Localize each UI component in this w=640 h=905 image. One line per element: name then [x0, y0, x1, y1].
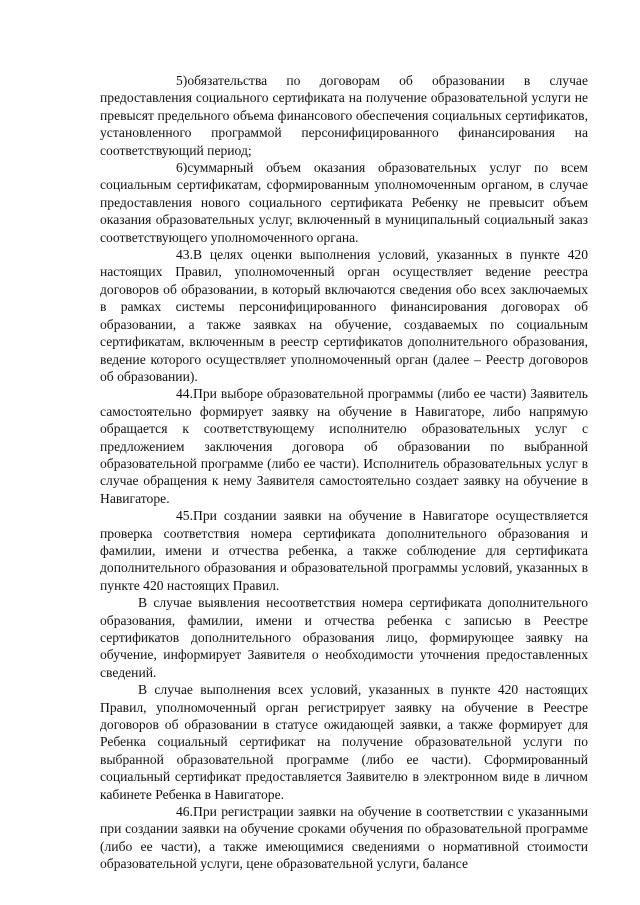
paragraph-text: обязательства по договорам об образовании в случае предоставления социального сертификата на получение образовательной услуги не превысят предельного объема финансового обеспечения социальных сертификатов, установленного программой персонифицированного финансирования на соответствующий период;	[100, 73, 588, 158]
paragraph-text: При создании заявки на обучение в Навигаторе осуществляется проверка соответствия номера сертификата дополнительного образования и фамилии, имени и отчества ребенка, а также соблюдение для сертификата дополнительного образования и образовательной программы условий, указанных в пункте 420 настоящих Правил.	[100, 508, 588, 593]
paragraph-number: 6)	[176, 160, 188, 176]
paragraph-item-6	[100, 159, 588, 246]
paragraph-text: В случае выявления несоответствия номера сертификата дополнительного образования, фамилии, имени и отчества ребенка с записью в Реестре сертификатов дополнительного образования лицо, формирующее заявку на обучение, информирует Заявителя о необходимости уточнения предоставленных сведений.	[100, 595, 588, 680]
paragraph-number: 44.	[176, 386, 193, 402]
paragraph-number: 46.	[176, 804, 193, 820]
paragraph-46	[100, 803, 588, 873]
paragraph-text: В целях оценки выполнения условий, указанных в пункте 420 настоящих Правил, уполномоченный орган осуществляет ведение реестра договоров об образовании, в который включаются сведения обо всех заключаемых в рамках системы персонифицированного финансирования договорах об образовании, а также заявках на обучение, создаваемых по социальным сертификатам, включенным в реестр сертификатов дополнительного образования, ведение которого осуществляет уполномоченный орган (далее – Реестр договоров об образовании).	[100, 247, 588, 384]
paragraph-number: 45.	[176, 508, 193, 524]
paragraph-number: 5)	[176, 73, 188, 88]
paragraph-text: суммарный объем оказания образовательных услуг по всем социальным сертификатам, сформированным уполномоченным органом, в случае предоставления нового социального сертификата Ребенку не превысит объем оказания образовательных услуг, включенный в муниципальный социальный заказ соответствующего уполномоченного органа.	[100, 160, 588, 245]
paragraph-number: 43.	[176, 247, 193, 263]
paragraph-45	[100, 507, 588, 594]
paragraph-item-5	[100, 72, 588, 159]
paragraph-text: При выборе образовательной программы (либо ее части) Заявитель самостоятельно формирует заявку на обучение в Навигаторе, либо напрямую обращается к соответствующему исполнителю образовательных услуг с предложением заключения договора об образовании по выбранной образовательной программе (либо ее части). Исполнитель образовательных услуг в случае обращения к нему Заявителя самостоятельно создает заявку на обучение в Навигаторе.	[100, 386, 588, 506]
paragraph-43	[100, 246, 588, 385]
document-page	[100, 72, 588, 873]
paragraph-text: При регистрации заявки на обучение в соответствии с указанными при создании заявки на обучение сроками обучения по образовательной программе (либо ее части), а также имеющимися сведениями о нормативной стоимости образовательной услуги, цене образовательной услуги, балансе	[100, 804, 588, 872]
paragraph-45-mismatch	[100, 594, 588, 681]
paragraph-text: В случае выполнения всех условий, указанных в пункте 420 настоящих Правил, уполномоченный орган регистрирует заявку на обучение в Реестре договоров об образовании в статусе ожидающей заявки, а также формирует для Ребенка социальный сертификат на получение образовательной услуги по выбранной образовательной программе (либо ее части). Сформированный социальный сертификат предоставляется Заявителю в электронном виде в личном кабинете Ребенка в Навигаторе.	[100, 682, 588, 802]
paragraph-45-success	[100, 681, 588, 803]
paragraph-44	[100, 385, 588, 507]
